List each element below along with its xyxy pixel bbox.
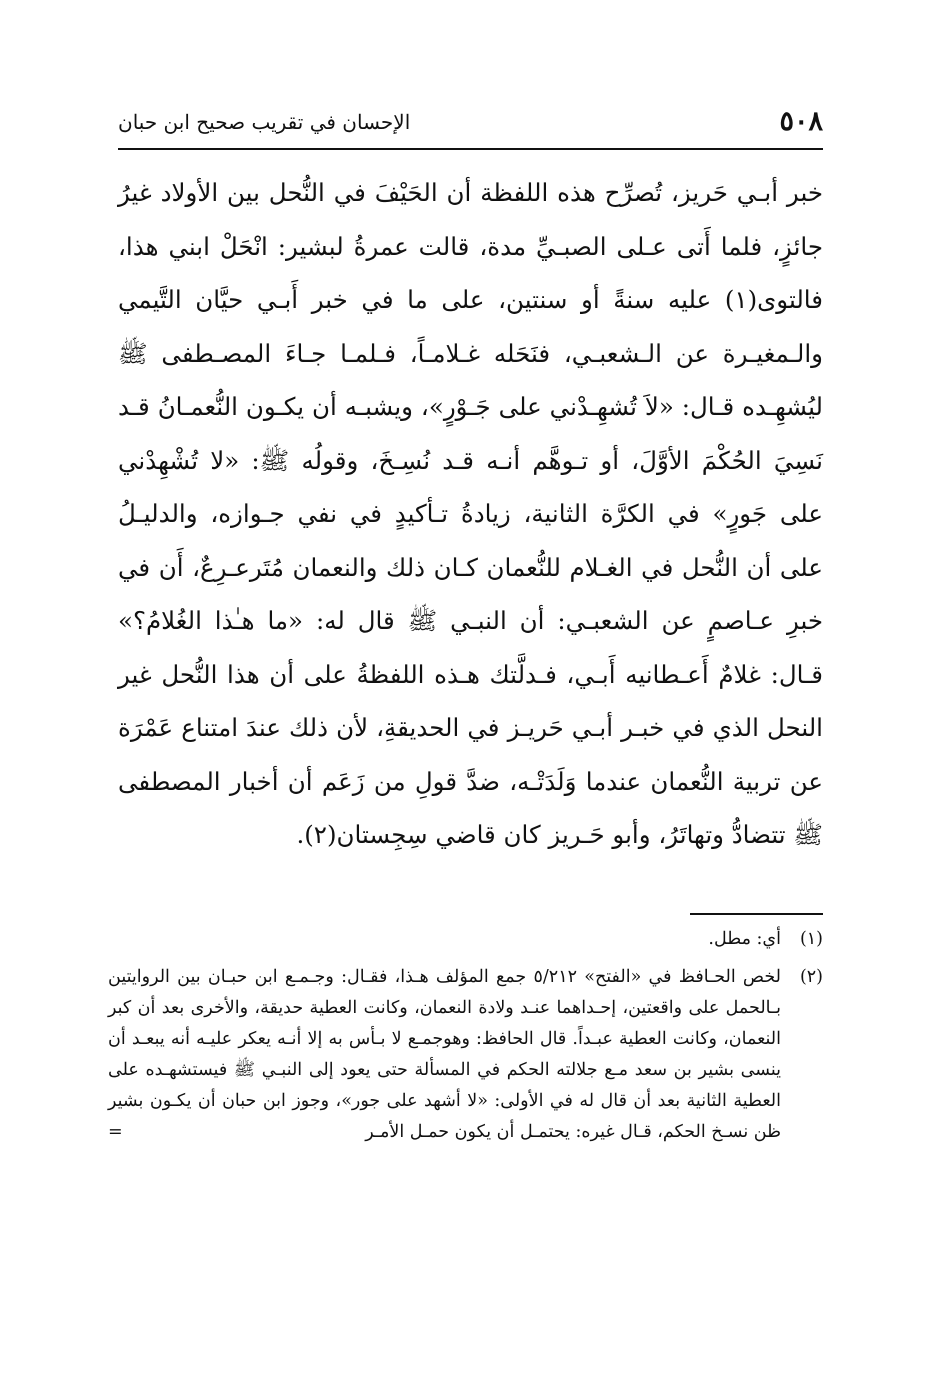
main-text [118,166,823,862]
page-header [118,100,823,146]
running-title: الإحسان في تقريب صحيح ابن حبان [118,110,411,134]
footnote-number: (٢) [799,967,823,987]
continuation-mark: = [108,1122,123,1142]
footnote-text: لخص الحـافظ في «الفتح» ٥/٢١٢ جمع المؤلف هـذا، فقـال: وجـمـع ابن حبـان بين الروايتين بـالحمل على واقعتين، إحـداهما عنـد ولادة النعمان، وكانت العطية حديقة، والأخرى بعد أن كبر النعمان، وكانت العطية عبـداً. قال الحافظ: وهوجمـع لا بـأس به إلا أنـه يعكر عليـه أنه يبعـد أن ينسى بشير بن سعد مـع جلالته الحكم في المسألة حتى يعود إلى النبـي ﷺ فيستشهـده على العطية الثانية بعد أن قال له في الأولى: «لا أشهد على جور»، وجوز ابن حبان أن يكـون بشير ظن نسـخ الحكم، قـال غيره: يحتمـل أن يكون حمـل الأمـر [108,967,782,1142]
body-paragraph: خبر أبـي حَريز، تُصرِّح هذه اللفظة أن الحَيْفَ في النُّحل بين الأولاد غيرُ جائزٍ، فلما أَتى عـلى الصبـيِّ مدة، قالت عمرةُ لبشير: انْحَلْ ابني هذا، فالتوى(١) عليه سنةً أو سنتين، على ما في خبر أَبـي حيَّان التَّيمي والـمغيـرة عن الـشعبـي، فنَحَله غـلامـاً، فـلمـا جـاءَ المصـطفى ﷺ ليُشهِـده قـال: «لاَ تُشهِـدْني على جَـوْرٍ»، ويشبـه أن يكـون النُّعمـانُ قـد نَسِيَ الحُكْمَ الأوَّلَ، أو تـوهَّم أنـه قـد نُسِـخَ، وقولُه ﷺ: «لا تُشْهِدْني على جَورٍ» في الكرَّة الثانية، زيادةُ تـأكيدٍ في نفي جـوازه، والدليـلُ على أن النُّحل في الغـلام للنُّعمان كـان ذلك والنعمان مُتَرعـرِعٌ، أَن في خبرِ عـاصمٍ عن الشعبـي: أن النبـي ﷺ قال له: «ما هـٰذا الغُلامُ؟» قـال: غلامٌ أَعـطانيه أَبـي، فـدلَّتك هـذه اللفظةُ على أن هذا النُّحل غير النحل الذي في خبـر أبـي حَريـز في الحديقةِ، لأن ذلك عندَ امتناع عَمْرَة عن تربية النُّعمان عندما وَلَدَتْـه، ضدَّ قولِ من زَعَم أن أخبار المصطفى ﷺ تتضادُّ وتهاتَرُ، وأبو حَـريز كان قاضي سِجِستان(٢). [118,178,823,849]
header-rule [118,148,823,150]
footnote-text: أي: مطل. [708,929,781,949]
footnote-separator [690,913,823,915]
page-number: ٥٠٨ [779,106,823,137]
footnote-2 [108,962,823,1148]
footnote-number: (١) [799,929,823,949]
footnotes [108,924,823,1155]
footnote-1 [108,924,823,955]
